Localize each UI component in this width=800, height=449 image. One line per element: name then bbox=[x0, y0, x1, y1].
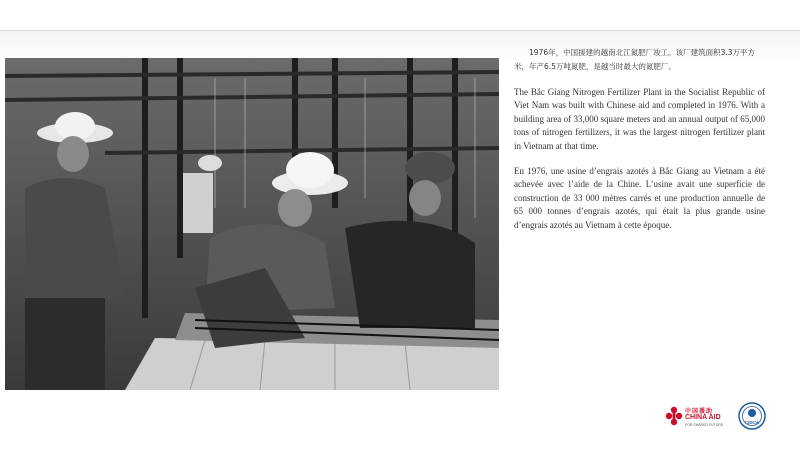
china-aid-subtitle: FOR SHARED FUTURE bbox=[685, 423, 724, 427]
cidca-seal-icon bbox=[738, 402, 766, 430]
china-aid-logo bbox=[665, 404, 733, 432]
china-aid-cn-label: 中国援助 bbox=[685, 408, 714, 415]
cidca-label: CIDCA bbox=[744, 420, 760, 425]
china-aid-en-label: CHINA AID bbox=[685, 414, 721, 421]
paragraph-french: En 1976, une usine d’engrais azotés à Bắc Giang au Vietnam a été achevée avec l’aide de la Chine. L’usine avait une superficie de construction de 33 000 mètres carrés et une production annuelle de 65 000 tonnes d’engrais azotés, qui était la plus grande usine d’engrais azotés au Vietnam à cette époque. bbox=[514, 166, 765, 230]
china-aid-emblem-icon bbox=[665, 406, 683, 428]
photo-illustration bbox=[5, 58, 499, 390]
paragraph-chinese: 1976年，中国援建的越南北江氮肥厂竣工。该厂建筑面积3.3万平方米，年产6.5万吨氮肥，是越当时最大的氮肥厂。 bbox=[514, 48, 756, 71]
historical-photo bbox=[5, 58, 499, 390]
paragraph-english: The Bắc Giang Nitrogen Fertilizer Plant in the Socialist Republic of Viet Nam was built with Chinese aid and completed in 1976. With a building area of 33,000 square meters and an annual output of 65,000 tons of nitrogen fertilizers, it was the largest nitrogen fertilizer plant in Vietnam at that time. bbox=[514, 87, 765, 151]
cidca-logo bbox=[738, 402, 766, 430]
text-column bbox=[514, 46, 765, 244]
